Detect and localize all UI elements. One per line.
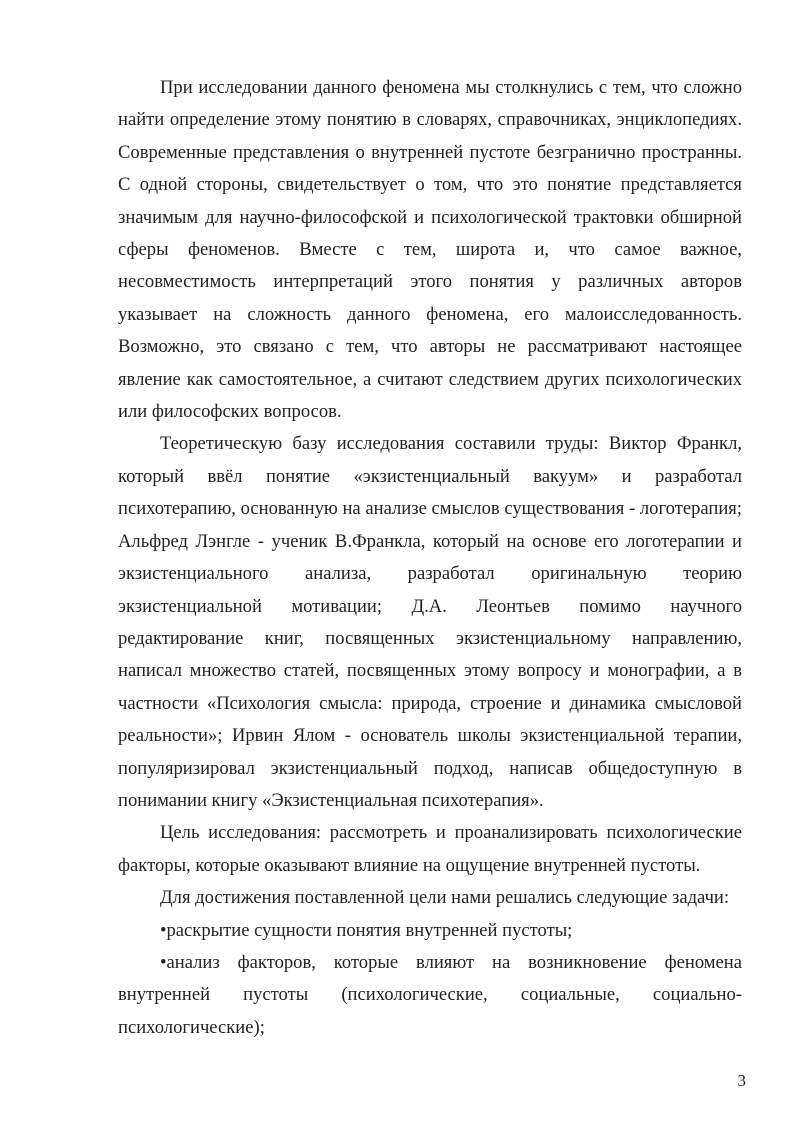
page-number: 3 [737,1071,746,1090]
paragraph-research-goal: Цель исследования: рассмотреть и проанализировать психологические факторы, которые оказывают влияние на ощущение внутренней пустоты. [118,822,742,876]
task-item-factors: •анализ факторов, которые влияют на возникновение феномена внутренней пустоты (психологические, социальные, социально-психологические); [118,951,742,1038]
paragraph-theoretical-base: Теоретическую базу исследования составили труды: Виктор Франкл, который ввёл понятие «экзистенциальный вакуум» и разработал психотерапию, основанную на анализе смыслов существования - логотерапия; Альфред Лэнгле - ученик В.Франкла, который на основе его логотерапии и экзистенциального анализа, разработал оригинальную теорию экзистенциальной мотивации; Д.А. Леонтьев помимо научного редактирование книг, посвященных экзистенциальному направлению, написал множество статей, посвященных этому вопросу и монографии, а в частности «Психология смысла: природа, строение и динамика смысловой реальности»; Ирвин Ялом - основатель школы экзистенциальной терапии, популяризировал экзистенциальный подход, написав общедоступную в понимании книгу «Экзистенциальная психотерапия». [118,433,742,811]
paragraph-research-problem: При исследовании данного феномена мы столкнулись с тем, что сложно найти определение этому понятию в словарях, справочниках, энциклопедиях. Современные представления о внутренней пустоте безгранично пространны. С одной стороны, свидетельствует о том, что это понятие представляется значимым для научно-философской и психологической трактовки обширной сферы феноменов. Вместе с тем, широта и, что самое важное, несовместимость интерпретаций этого понятия у различных авторов указывает на сложность данного феномена, его малоисследованность. Возможно, это связано с тем, что авторы не рассматривают настоящее явление как самостоятельное, а считают следствием других психологических или философских вопросов. [118,77,742,423]
paragraph-tasks-intro: Для достижения поставленной цели нами решались следующие задачи: [160,887,730,909]
document-body [118,72,742,1044]
task-item-essence: •раскрытие сущности понятия внутренней пустоты; [160,919,573,941]
